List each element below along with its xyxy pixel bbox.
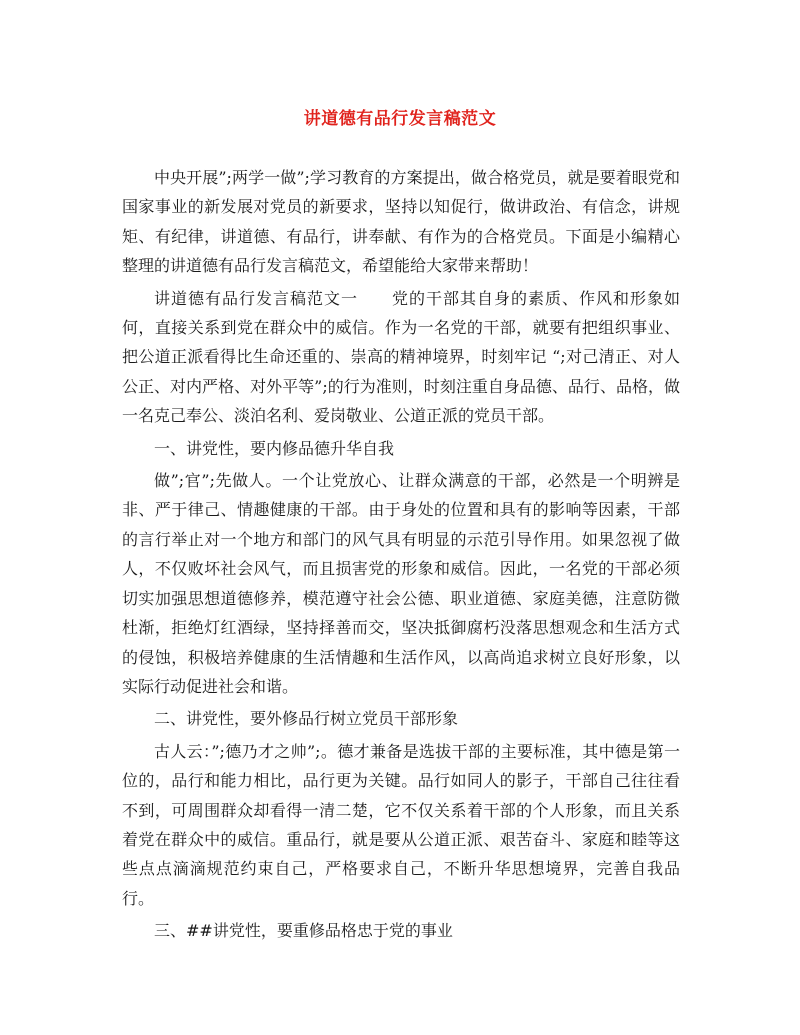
heading-point-one: 一、讲党性，要内修品德升华自我 [154, 438, 395, 458]
document-title: 讲道德有品行发言稿范文 [303, 109, 497, 129]
paragraph-intro: 中央开展”;两学一做”;学习教育的方案提出，做合格党员，就是要着眼党和国家事业的新发展对党员的新要求，坚持以知促行，做讲政治、有信念，讲规矩、有纪律，讲道德、有品行，讲奉献、有作为的合格党员。下面是小编精心整理的讲道德有品行发言稿范文，希望能给大家带来帮助！ [122, 168, 680, 276]
heading-point-two: 二、讲党性，要外修品行树立党员干部形象 [154, 709, 459, 729]
paragraph-point-one: 做”;官”;先做人。一个让党放心、让群众满意的干部，必然是一个明辨是非、严于律己、情趣健康的干部。由于身处的位置和具有的影响等因素，干部的言行举止对一个地方和部门的风气具有明显的示范引导作用。如果忽视了做人，不仅败坏社会风气，而且损害党的形象和威信。因此，一名党的干部必须切实加强思想道德修养，模范遵守社会公德、职业道德、家庭美德，注意防微杜渐，拒绝灯红酒绿，坚持择善而交，坚决抵御腐朽没落思想观念和生活方式的侵蚀，积极培养健康的生活情趣和生活作风，以高尚追求树立良好形象，以实际行动促进社会和谐。 [122, 471, 680, 696]
document-body [122, 163, 680, 946]
paragraph-section-one-intro: 讲道德有品行发言稿范文一 党的干部其自身的素质、作风和形象如何，直接关系到党在群众中的威信。作为一名党的干部，就要有把组织事业、把公道正派看得比生命还重的、崇高的精神境界，时刻牢记 “;对己清正、对人公正、对内严格、对外平等”;的行为准则，时刻注重自身品德、品行、品格，做一名克己奉公、淡泊名利、爱岗敬业、公道正派的党员干部。 [122, 288, 680, 426]
paragraph-point-two: 古人云：”;德乃才之帅”;。德才兼备是选拔干部的主要标准，其中德是第一位的，品行和能力相比，品行更为关键。品行如同人的影子，干部自己往往看不到，可周围群众却看得一清二楚，它不仅关系着干部的个人形象，而且关系着党在群众中的威信。重品行，就是要从公道正派、艰苦奋斗、家庭和睦等这些点点滴滴规范约束自己，严格要求自己，不断升华思想境界，完善自我品行。 [122, 741, 680, 908]
heading-point-three: 三、##讲党性，要重修品格忠于党的事业 [154, 921, 453, 941]
